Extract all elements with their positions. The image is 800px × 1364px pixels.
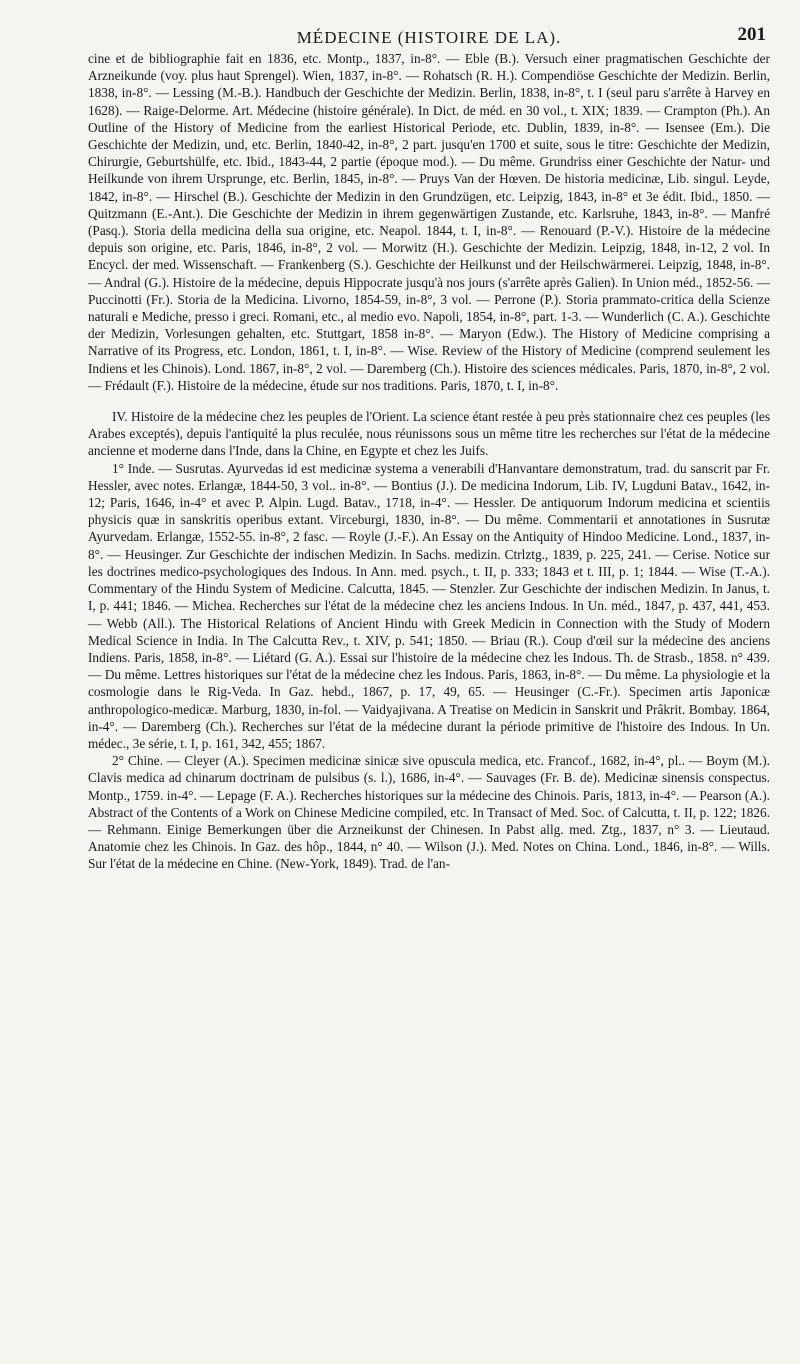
paragraph-gap <box>88 394 770 408</box>
section-chine: 2° Chine. — Cleyer (A.). Specimen medicinæ sinicæ sive opuscula medica, etc. Francof., 1682, in-4°, pl.. — Boym (M.). Clavis medica ad chinarum doctrinam de pulsibus (s. l.), 1686, in-4°. — Sauvages (Fr. B. de). Medicinæ sinensis conspectus. Montp., 1759. in-4°. — Lepage (F. A.). Recherches historiques sur la médecine des Chinois. Paris, 1813, in-4°. — Pearson (A.). Abstract of the Contents of a Work on Chinese Medicine compiled, etc. In Transact of Med. Soc. of Calcutta, t. II, p. 122; 1826. — Rehmann. Einige Bemerkungen über die Arzneikunst der Chinesen. In Pabst allg. med. Ztg., 1837, n° 3. — Lieutaud. Anatomie chez les Chinois. In Gaz. des hôp., 1844, n° 40. — Wilson (J.). Med. Notes on China. Lond., 1846, in-8°. — Wills. Sur l'état de la médecine en Chine. (New-York, 1849). Trad. de l'an- <box>88 753 770 872</box>
section-iv-intro: IV. Histoire de la médecine chez les peuples de l'Orient. La science étant restée à peu près stationnaire chez ces peuples (les Arabes exceptés), depuis l'antiquité la plus reculée, nous réunissons sous un même titre les recherches sur l'état de la médecine ancienne et moderne dans l'Inde, dans la Chine, en Egypte et chez les Juifs. <box>88 409 770 459</box>
page-number: 201 <box>737 24 766 45</box>
section-inde: 1° Inde. — Susrutas. Ayurvedas id est medicinæ systema a venerabili d'Hanvantare demonstratum, trad. du sanscrit par Fr. Hessler, avec notes. Erlangæ, 1844-50, 3 vol.. in-8°. — Bontius (J.). De medicina Indorum, Lib. IV, Lugduni Batav., 1642, in-12; Paris, 1646, in-4° et avec P. Alpin. Lugd. Batav., 1718, in-4°. — Hessler. De antiquorum Indorum medicina et scientiis physicis quæ in sanskritis operibus extant. Virceburgi, 1830, in-8°. — Du même. Commentarii et annotationes in Susrutæ Ayurvedam. Erlangæ, 1552-55. in-8°, 2 fasc. — Royle (J.-F.). An Essay on the Antiquity of Hindoo Medicine. Lond., 1837, in-8°. — Heusinger. Zur Geschichte der indischen Medizin. In Sachs. medizin. Ctrlztg., 1839, p. 225, 241. — Cerise. Notice sur les doctrines medico-psychologiques des Indous. In Ann. med. psych., t. II, p. 333; 1843 et t. III, p. 1; 1844. — Wise (T.-A.). Commentary of the Hindu System of Medicine. Calcutta, 1845. — Stenzler. Zur Geschichte der indischen Medizin. In Janus, t. I, p. 441; 1846. — Michea. Recherches sur l'état de la médecine chez les anciens Indous. In Un. méd., 1847, p. 437, 441, 453. — Webb (All.). The Historical Relations of Ancient Hindu with Greek Medicin in Connection with the Study of Modern Medical Science in India. In The Calcutta Rev., t. XIV, p. 541; 1850. — Briau (R.). Coup d'œil sur la médecine des anciens Indiens. Paris, 1858, in-8°. — Liétard (G. A.). Essai sur l'histoire de la médecine chez les Indous. Th. de Strasb., 1858. n° 439. — Du même. Lettres historiques sur l'état de la médecine chez les Indous. Paris, 1863, in-8°. — Du même. La physiologie et la cosmologie dans le Rig-Veda. In Gaz. hebd., 1867, p. 17, 49, 65. — Heusinger (C.-Fr.). Specimen artis Japonicæ anthropologico-medicæ. Marburg, 1830, in-fol. — Vaidyajivana. A Treatise on Medicin in Sanskrit und Prâkrit. Bombay. 1864, in-4°. — Daremberg (Ch.). Recherches sur l'état de la médecine durant la période primitive de l'histoire des Indous. In Un. médec., 3e série, t. I, p. 161, 342, 455; 1867. <box>88 460 770 751</box>
running-head: MÉDECINE (HISTOIRE DE LA). <box>296 28 562 47</box>
page-body <box>88 50 770 873</box>
bibliography-paragraph: cine et de bibliographie fait en 1836, etc. Montp., 1837, in-8°. — Eble (B.). Versuch einer pragmatischen Geschichte der Arzneikunde (voy. plus haut Sprengel). Wien, 1837, in-8°. — Rohatsch (R. H.). Compendiöse Geschichte der Medizin. Berlin, 1838, in-8°. — Lessing (M.-B.). Handbuch der Geschichte der Medizin. Berlin, 1838, in-8°, t. I (seul paru s'arrête à Harvey en 1628). — Raige-Delorme. Art. Médecine (histoire générale). In Dict. de méd. en 30 vol., t. XIX; 1839. — Crampton (Ph.). An Outline of the History of Medicine from the earliest Historical Periode, etc. Dublin, 1839, in-8°. — Isensee (Em.). Die Geschichte der Medizin, und, etc. Berlin, 1840-42, in-8°, 2 part. jusqu'en 1700 et suite, sous le titre: Geschichte der Medizin, Chirurgie, Geburtshülfe, etc. Ibid., 1843-44, 2 partie (époque mod.). — Du même. Grundriss einer Geschichte der Natur- und Heilkunde von ihrem Ursprunge, etc. Berlin, 1845, in-8°. — Pruys Van der Hœven. De historia medicinæ, Lib. singul. Leyde, 1842, in-8°. — Hirschel (B.). Geschichte der Medizin in den Grundzügen, etc. Leipzig, 1843, in-8° et 3e édit. Ibid., 1850. — Quitzmann (E.-Ant.). Die Geschichte der Medizin in ihrem gegenwärtigen Zustande, etc. Karlsruhe, 1843, in-8°. — Manfré (Pasq.). Storia della medicina della sua origine, etc. Neapol. 1844, t. I, in-8°. — Renouard (P.-V.). Histoire de la médecine depuis son origine, etc. Paris, 1846, in-8°, 2 vol. — Morwitz (H.). Geschichte der Medizin. Leipzig, 1848, in-12, 2 vol. In Encycl. der med. Wissenschaft. — Frankenberg (S.). Geschichte der Heilkunst und der Heilschwärmerei. Leipzig, 1848, in-8°. — Andral (G.). Histoire de la médecine, depuis Hippocrate jusqu'à nos jours (s'arrête après Galien). In Union méd., 1852-56. — Puccinotti (Fr.). Storia de la Medicina. Livorno, 1854-59, in-8°, 3 vol. — Perrone (P.). Storia prammato-critica della Scienze naturali e Mediche, presso i greci. Romani, etc., al medio evo. Napoli, 1854, in-8°, part. 1-3. — Wunderlich (C. A.). Geschichte der Medizin, Vorlesungen gehalten, etc. Stuttgart, 1858 in-8°. — Maryon (Edw.). The History of Medicine comprising a Narrative of its Progress, etc. London, 1861, t. I, in-8°. — Wise. Review of the History of Medicine (comprend seulement les Indiens et les Chinois). Lond. 1867, in-8°, 2 vol. — Daremberg (Ch.). Histoire des sciences médicales. Paris, 1870, in-8°, 2 vol. — Frédault (F.). Histoire de la médecine, étude sur nos traditions. Paris, 1870, t. I, in-8°. <box>88 51 770 393</box>
page-header <box>88 22 770 50</box>
